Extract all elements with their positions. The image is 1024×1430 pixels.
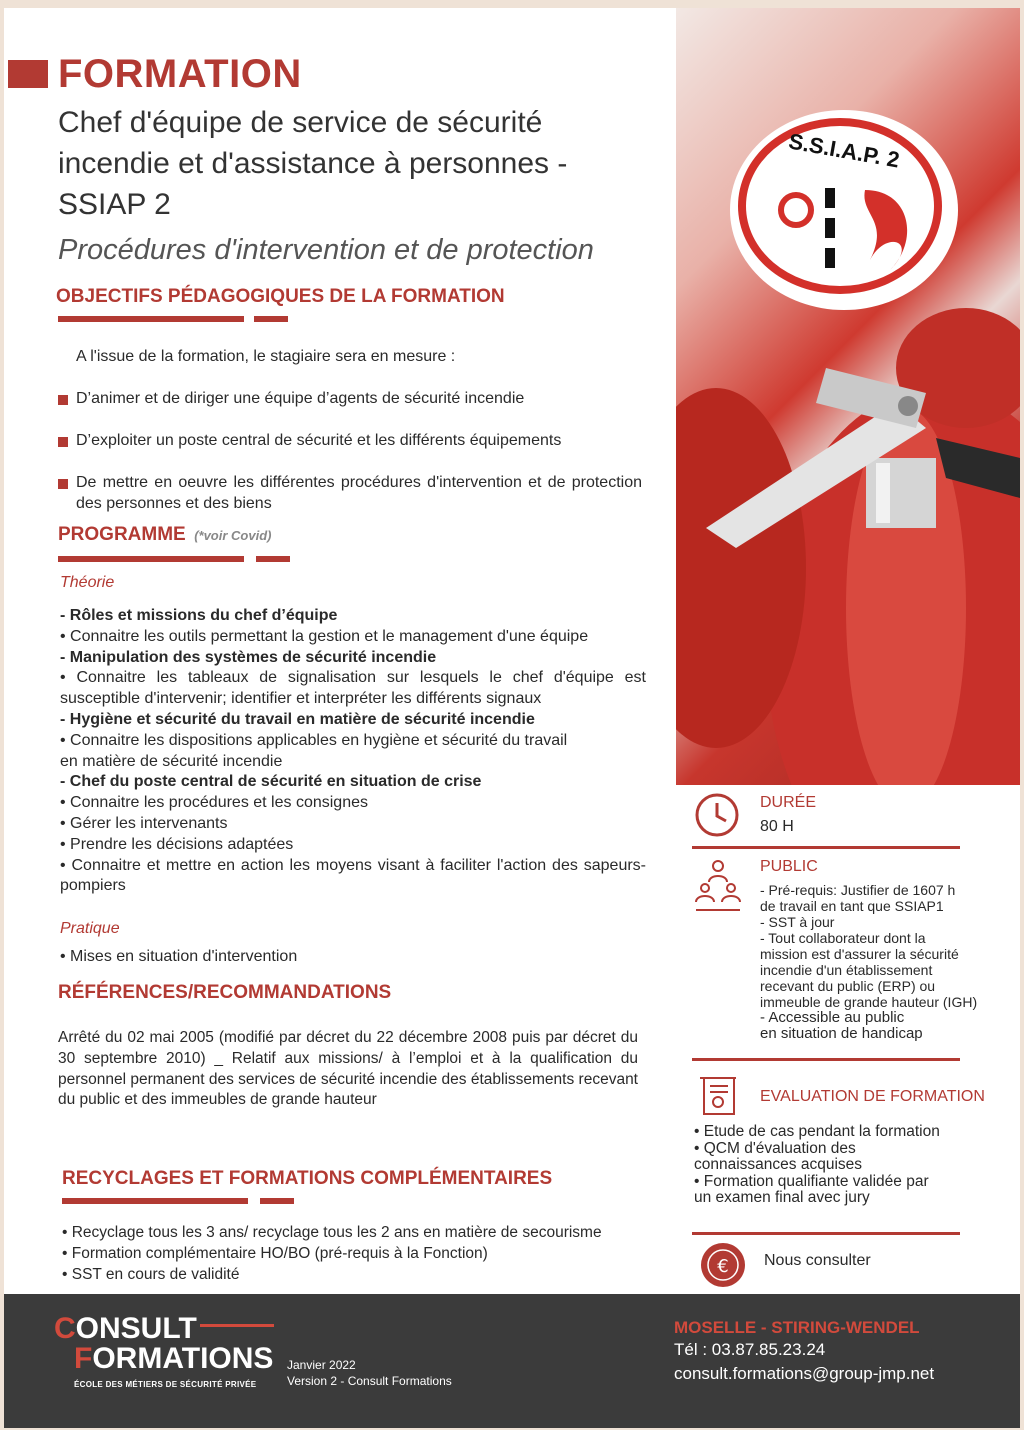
duree-value: 80 H xyxy=(760,818,794,835)
footer-phone: Tél : 03.87.85.23.24 xyxy=(674,1340,826,1359)
firefighters-logo-icon xyxy=(770,170,920,280)
evaluation-label: EVALUATION DE FORMATION xyxy=(760,1088,985,1105)
public-line: en situation de handicap xyxy=(760,1025,923,1042)
recyclage-item: • SST en cours de validité xyxy=(62,1266,240,1283)
certificate-icon xyxy=(696,1072,740,1118)
page-subtitle: Procédures d'intervention et de protection xyxy=(58,234,594,266)
ssiap-logo-text: S.S.I.A.P. 2 xyxy=(786,128,902,173)
public-line: incendie d'un établissement xyxy=(760,962,933,978)
duree-label: DURÉE xyxy=(760,794,817,811)
evaluation-line: • Formation qualifiante validée par xyxy=(694,1172,929,1190)
footer xyxy=(4,1294,1020,1428)
brand-c: C xyxy=(54,1312,76,1345)
euro-icon xyxy=(698,1240,748,1290)
recyclages-list xyxy=(62,1222,602,1285)
programme-note: (*voir Covid) xyxy=(194,528,272,543)
brand-onsult: ONSULT xyxy=(75,1312,197,1345)
theorie-line: • Connaitre les outils permettant la gestion et le management d'une équipe xyxy=(60,627,589,645)
theorie-line: - Rôles et missions du chef d’équipe xyxy=(60,607,338,624)
evaluation-line: • QCM d'évaluation des xyxy=(694,1139,856,1157)
public-list xyxy=(760,882,1000,1042)
evaluation-list xyxy=(694,1124,940,1207)
programme-underline-short xyxy=(256,556,290,562)
recyclages-underline-short xyxy=(260,1198,294,1204)
evaluation-line: • Etude de cas pendant la formation xyxy=(694,1123,940,1140)
objectifs-underline xyxy=(58,316,244,322)
public-line: - Pré-requis: Justifier de 1607 h xyxy=(760,882,956,898)
recyclage-item: • Formation complémentaire HO/BO (pré-requis à la Fonction) xyxy=(62,1245,488,1262)
objectifs-intro: A l'issue de la formation, le stagiaire sera en mesure : xyxy=(76,348,456,365)
title-accent-bar xyxy=(8,60,48,88)
programme-heading xyxy=(58,524,271,546)
objectif-item: D’exploiter un poste central de sécurité et les différents équipements xyxy=(76,432,562,449)
objectif-item: De mettre en oeuvre les différentes procédures d'intervention et de protection des personnes et des biens xyxy=(76,474,642,512)
recyclages-underline xyxy=(62,1198,248,1204)
objectifs-title: OBJECTIFS PÉDAGOGIQUES DE LA FORMATION xyxy=(56,286,505,307)
public-line: - Tout collaborateur dont la xyxy=(760,930,926,946)
evaluation-line: un examen final avec jury xyxy=(694,1189,870,1206)
group-people-icon xyxy=(692,858,744,912)
public-line: mission est d'assurer la sécurité xyxy=(760,946,959,962)
public-line: recevant du public (ERP) ou xyxy=(760,978,936,994)
sidebar-divider xyxy=(692,1058,960,1061)
objectif-item: D’animer et de diriger une équipe d’agents de sécurité incendie xyxy=(76,390,525,407)
price-label: Nous consulter xyxy=(764,1252,871,1269)
brand-line1 xyxy=(54,1314,197,1344)
page-title: Chef d'équipe de service de sécurité incendie et d'assistance à personnes - SSIAP 2 xyxy=(58,106,568,221)
theorie-line: - Chef du poste central de sécurité en situation de crise xyxy=(60,773,482,791)
theorie-line: • Connaitre les dispositions applicables en hygiène et sécurité du travail en matière de sécurité incendie xyxy=(60,731,568,770)
theorie-list xyxy=(60,606,646,897)
objectifs-underline-short xyxy=(254,316,288,322)
recyclage-item: • Recyclage tous les 3 ans/ recyclage tous les 2 ans en matière de secourisme xyxy=(62,1224,602,1241)
evaluation-line: connaissances acquises xyxy=(694,1156,863,1173)
ssiap-logo-badge xyxy=(730,110,958,310)
page xyxy=(4,8,1020,1428)
brand-ormations: ORMATIONS xyxy=(92,1342,274,1375)
pratique-line: • Mises en situation d'intervention xyxy=(60,948,298,965)
theorie-line: - Hygiène et sécurité du travail en matière de sécurité incendie xyxy=(60,710,535,728)
theorie-line: • Prendre les décisions adaptées xyxy=(60,835,294,853)
programme-underline xyxy=(58,556,244,562)
sidebar-divider xyxy=(692,1232,960,1235)
clock-icon xyxy=(692,790,742,840)
public-label: PUBLIC xyxy=(760,858,818,875)
footer-version: Version 2 - Consult Formations xyxy=(287,1374,452,1388)
public-line: immeuble de grande hauteur (IGH) xyxy=(760,994,978,1010)
svg-text:€: € xyxy=(717,1256,729,1277)
programme-title: PROGRAMME xyxy=(58,524,186,545)
footer-email[interactable]: consult.formations@group-jmp.net xyxy=(674,1364,935,1383)
sidebar-divider xyxy=(692,846,960,849)
objectif-bullet xyxy=(58,392,68,410)
references-text: Arrêté du 02 mai 2005 (modifié par décret du 22 décembre 2008 puis par décret du 30 septembre 2010) _ Relatif aux missions/ à l’emploi et à la qualification du personnel permanent des services de sécurité incendie des établissements recevant du public et des immeubles de grande hauteur xyxy=(58,1029,638,1109)
objectif-bullet xyxy=(58,434,68,452)
public-line: - SST à jour xyxy=(760,914,835,930)
theorie-line: • Connaitre et mettre en action les moyens visant à faciliter l'action des sapeurs-pompiers xyxy=(60,856,646,895)
brand-line2 xyxy=(74,1344,273,1374)
theorie-line: - Manipulation des systèmes de sécurité incendie xyxy=(60,648,437,666)
footer-location: MOSELLE - STIRING-WENDEL xyxy=(674,1318,920,1337)
footer-date: Janvier 2022 xyxy=(287,1358,356,1372)
recyclages-title: RECYCLAGES ET FORMATIONS COMPLÉMENTAIRES xyxy=(62,1168,553,1189)
references-title: RÉFÉRENCES/RECOMMANDATIONS xyxy=(58,982,392,1003)
pratique-label: Pratique xyxy=(60,920,120,937)
brand-accent-line xyxy=(200,1324,274,1327)
theorie-label: Théorie xyxy=(60,574,115,591)
brand-f: F xyxy=(74,1342,93,1375)
brand-tagline: ÉCOLE DES MÉTIERS DE SÉCURITÉ PRIVÉE xyxy=(74,1380,257,1389)
objectif-bullet xyxy=(58,476,68,494)
theorie-line: • Connaitre les procédures et les consignes xyxy=(60,794,368,812)
theorie-line: • Gérer les intervenants xyxy=(60,814,228,832)
extinguisher-photo xyxy=(676,8,1020,785)
public-line: - Accessible au public xyxy=(760,1009,905,1026)
formation-kicker: FORMATION xyxy=(58,52,302,96)
public-line: de travail en tant que SSIAP1 xyxy=(760,898,944,914)
theorie-line: • Connaitre les tableaux de signalisation sur lesquels le chef d'équipe est susceptible d'intervenir; identifier et interpréter les différents signaux xyxy=(60,669,646,708)
